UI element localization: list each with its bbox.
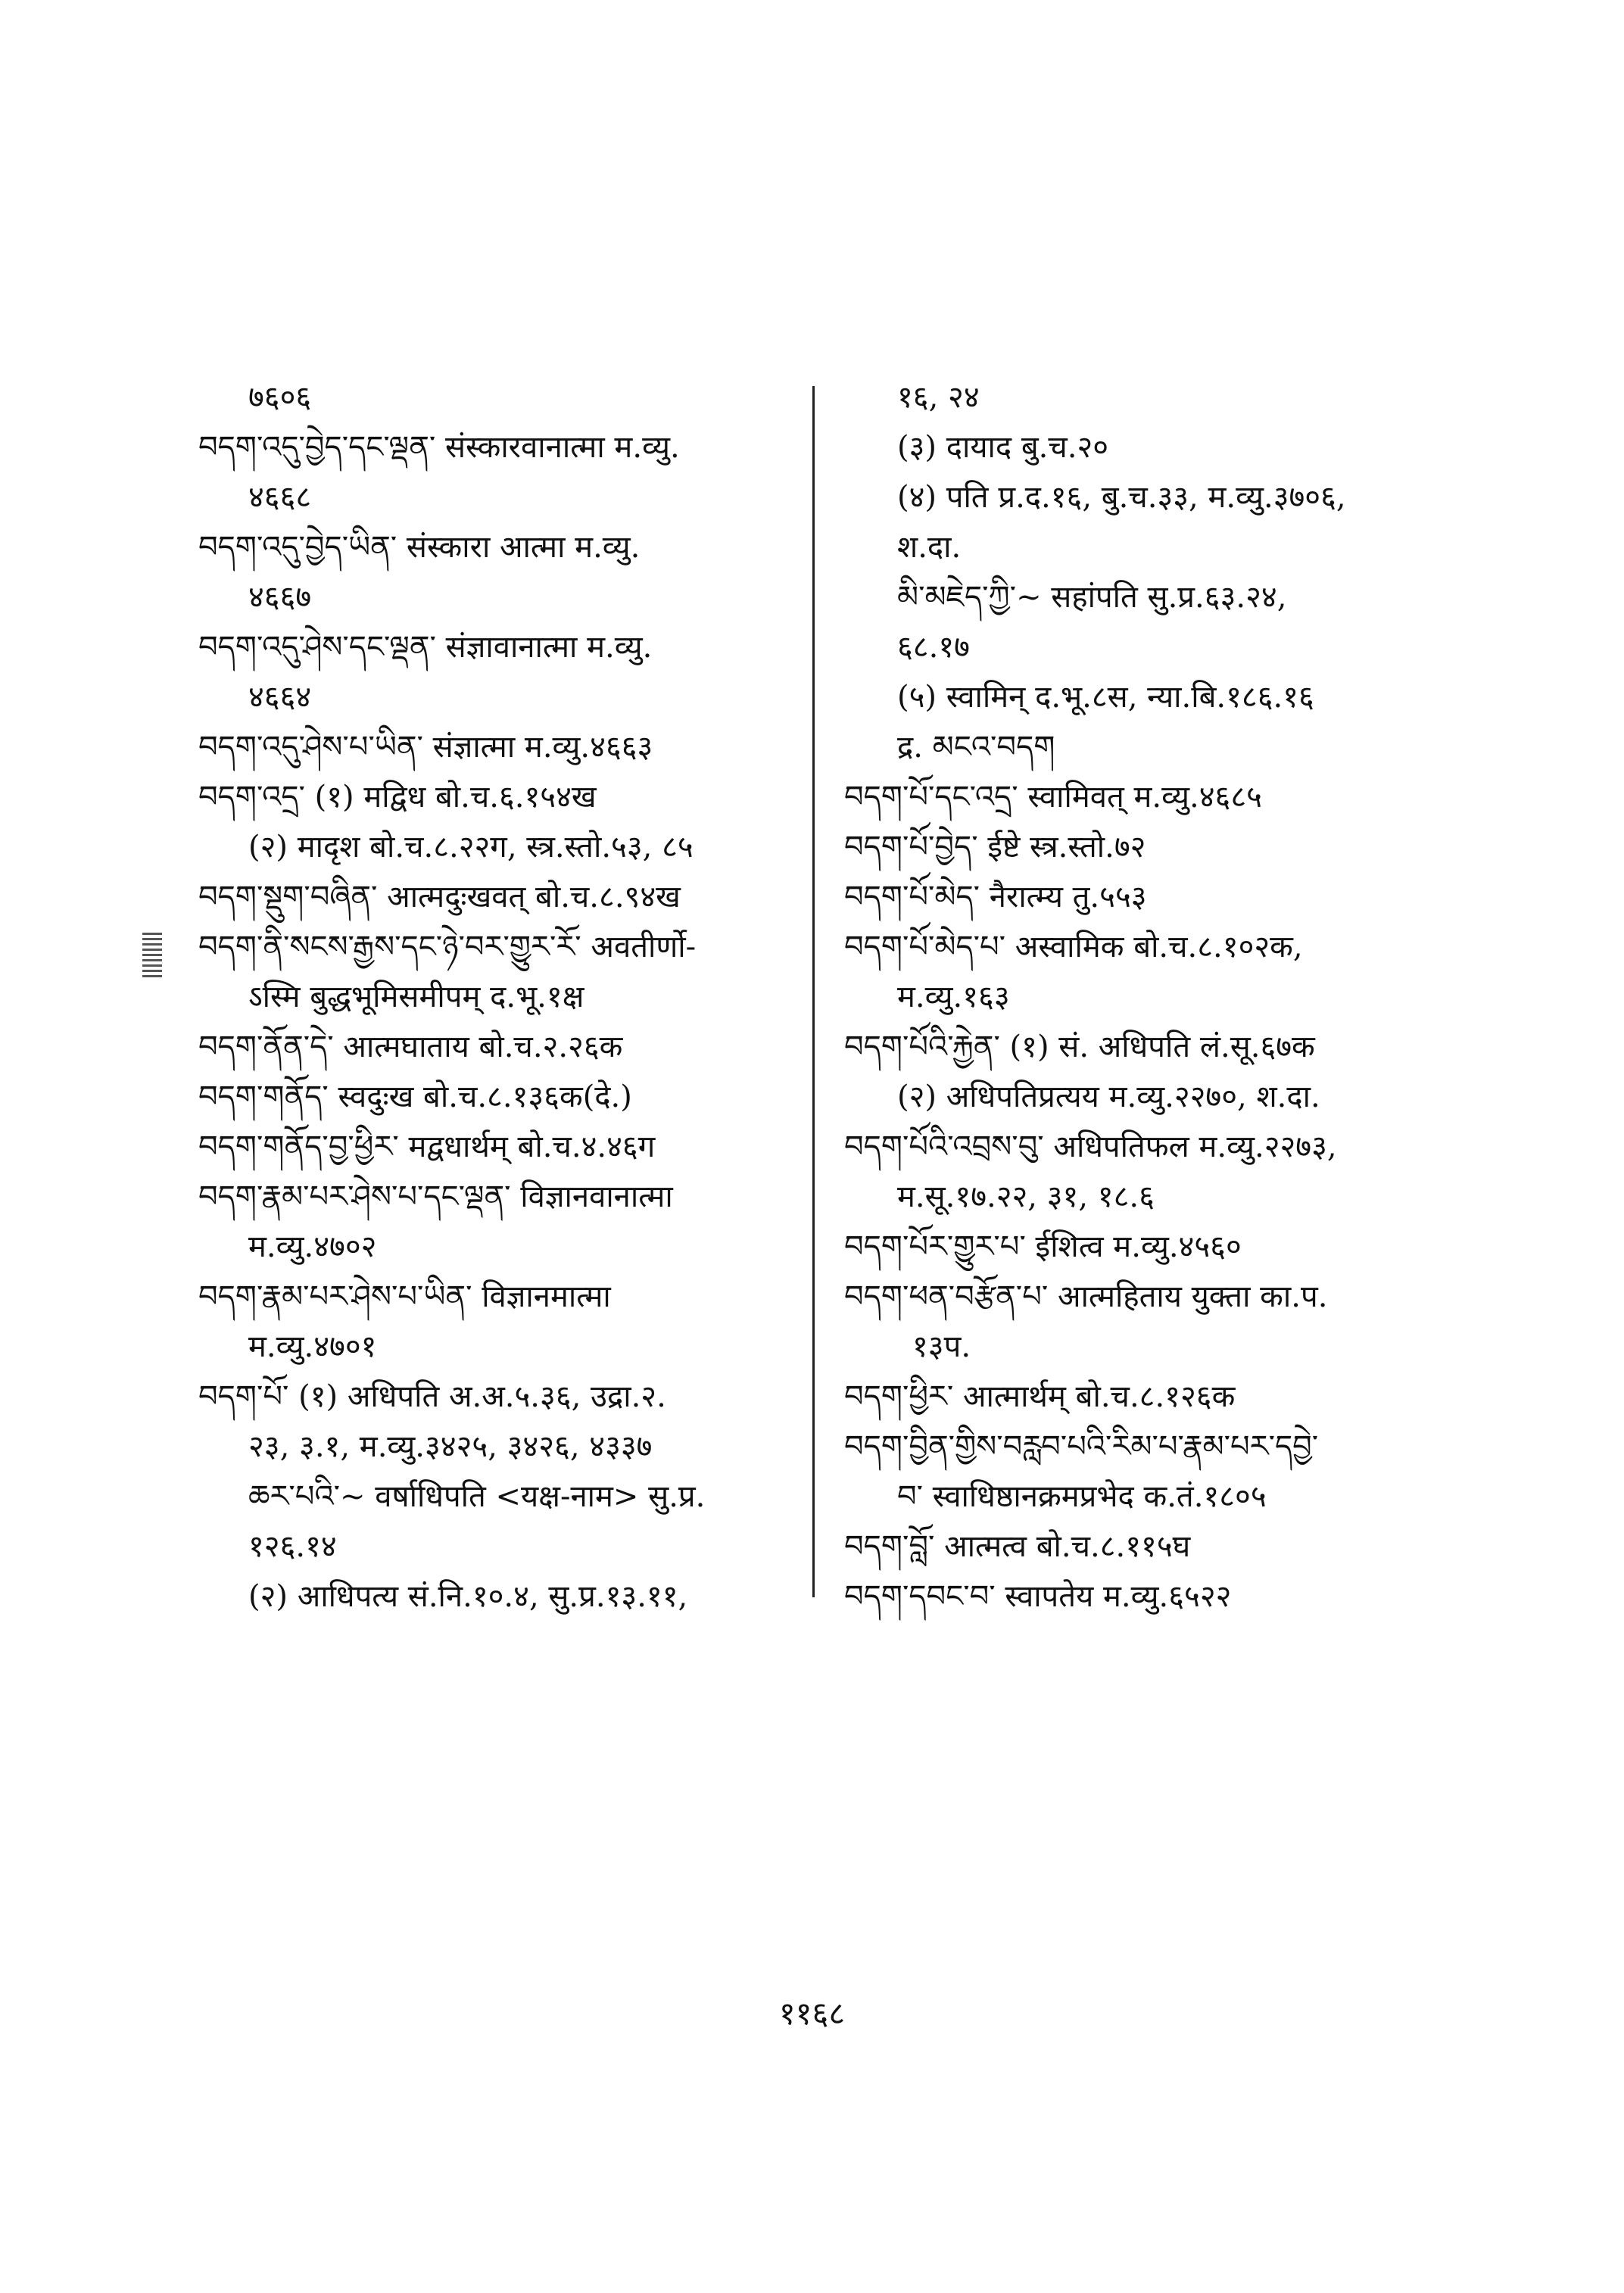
- dictionary-entry: བདག་པོའི་རྐྱེན་ (१) सं. अधिपति लं.सू.६७क: [844, 1030, 1315, 1064]
- dictionary-entry: བདག་ནི་སངས་རྒྱས་དང་ཉེ་བར་གྱུར་རོ་ अवतीर्णो-: [198, 930, 697, 964]
- margin-mark: [142, 933, 162, 980]
- column-divider: [812, 386, 815, 1597]
- entry-continuation: १६, २४: [897, 380, 980, 415]
- dictionary-entry: བདག་ཕན་བརྩོན་པ་ आत्महिताय युक्ता का.प.: [844, 1279, 1328, 1314]
- right-column: [844, 382, 1450, 1631]
- entry-continuation: द्र. མངའ་བདག: [897, 730, 1055, 765]
- entry-continuation: ६८.१७: [897, 630, 970, 665]
- dictionary-entry: བདག་གནོད་ स्वदुःख बो.च.८.१३६क(दे.): [198, 1080, 632, 1114]
- dictionary-entry: བདག་རྣམ་པར་ཤེས་པ་དང་ལྡན་ विज्ञानवानात्मा: [198, 1179, 673, 1214]
- entry-continuation: म.व्यु.४७०१: [248, 1329, 377, 1364]
- entry-continuation: १२६.१४: [248, 1529, 337, 1564]
- dictionary-entry: བདག་འདུ་ཤེས་དང་ལྡན་ संज्ञावानात्मा म.व्यु.: [198, 630, 653, 665]
- dictionary-entry: བདག་འདུ་བྱེད་དང་ལྡན་ संस्कारवानात्मा म.व्यु.: [198, 430, 680, 465]
- page-number: ११६८: [778, 1995, 846, 2032]
- dictionary-entry: བདག་པོར་གྱུར་པ་ ईशित्व म.व्यु.४५६०: [844, 1229, 1242, 1264]
- dictionary-entry: བདག་པོ་མེད་པ་ अस्वामिक बो.च.८.१०२क,: [844, 930, 1303, 964]
- entry-continuation: (४) पति प्र.द.१६, बु.च.३३, म.व्यु.३७०६,: [897, 480, 1346, 515]
- dictionary-entry: བདག་ནོན་དེ་ आत्मघाताय बो.च.२.२६क: [198, 1030, 623, 1064]
- entry-continuation: श.दा.: [897, 530, 962, 565]
- dictionary-entry: བདག་འདྲ་ (१) मद्विध बो.च.६.१५४ख: [198, 780, 597, 815]
- dictionary-entry: བདག་པོ་མེད་ नैरात्म्य तु.५५३: [844, 880, 1147, 914]
- dictionary-entry: བདག་སྡུག་བཞིན་ आत्मदुःखवत् बो.च.८.९४ख: [198, 880, 681, 914]
- entry-continuation: བ་ स्वाधिष्ठानक्रमप्रभेद क.तं.१८०५: [897, 1479, 1267, 1514]
- entry-continuation: (२) अधिपतिप्रत्यय म.व्यु.२२७०, श.दा.: [897, 1080, 1320, 1114]
- entry-continuation: (५) स्वामिन् द.भू.८स, न्या.बि.१८६.१६: [897, 680, 1314, 715]
- dictionary-entry: བདག་རྣམ་པར་ཤེས་པ་ཡིན་ विज्ञानमात्मा: [198, 1279, 611, 1314]
- entry-continuation: १३प.: [912, 1329, 971, 1364]
- entry-continuation: ཆར་པའི་~ वर्षाधिपति <यक्ष-नाम> सु.प्र.: [248, 1479, 706, 1514]
- dictionary-entry: བདག་འདུ་ཤེས་པ་ཡིན་ संज्ञात्मा म.व्यु.४६६३: [198, 730, 653, 765]
- entry-continuation: म.व्यु.४७०२: [248, 1229, 377, 1264]
- entry-continuation: (२) मादृश बो.च.८.२२ग, स्त्र.स्तो.५३, ८५: [248, 830, 694, 865]
- entry-continuation: २३, ३.१, म.व्यु.३४२५, ३४२६, ४३३७: [248, 1429, 653, 1464]
- entry-continuation: མི་མཇེད་ཀྱི་~ सहांपति सु.प्र.६३.२४,: [897, 580, 1287, 615]
- dictionary-entry: བདག་འདུ་བྱེད་ཡིན་ संस्कारा आत्मा म.व्यु.: [198, 530, 641, 565]
- dictionary-entry: བདག་དབང་བ་ स्वापतेय म.व्यु.६५२२: [844, 1579, 1232, 1614]
- entry-continuation: ४६६८: [248, 480, 312, 515]
- dictionary-entry: བདག་གནོད་བྱ་ཕྱིར་ मद्वधार्थम् बो.च.४.४६ग: [198, 1129, 656, 1164]
- entry-continuation: (३) दायाद बु.च.२०: [897, 430, 1109, 465]
- dictionary-entry: བདག་པོ་བྱེད་ ईष्टे स्त्र.स्तो.७२: [844, 830, 1146, 865]
- entry-continuation: ७६०६: [248, 380, 312, 415]
- entry-continuation: ४६६४: [248, 680, 312, 715]
- dictionary-entry: བདག་བྱིན་གྱིས་བརླབ་པའི་རིམ་པ་རྣམ་པར་དབྱེ་: [844, 1429, 1319, 1464]
- entry-continuation: ४६६७: [248, 580, 312, 615]
- entry-continuation: (२) आधिपत्य सं.नि.१०.४, सु.प्र.१३.११,: [248, 1579, 688, 1614]
- entry-continuation: म.सू.१७.२२, ३१, १८.६: [897, 1179, 1155, 1214]
- entry-continuation: म.व्यु.१६३: [897, 980, 1010, 1014]
- entry-continuation: ऽस्मि बुद्धभूमिसमीपम् द.भू.१क्ष: [248, 980, 584, 1014]
- dictionary-entry: བདག་པོ་ (१) अधिपति अ.अ.५.३६, उद्रा.२.: [198, 1379, 666, 1414]
- dictionary-entry: བདག་པོའི་འབྲས་བུ་ अधिपतिफल म.व्यु.२२७३,: [844, 1129, 1337, 1164]
- left-column: [198, 382, 804, 1631]
- dictionary-entry: བདག་པོ་དང་འདྲ་ स्वामिवत् म.व्यु.४६८५: [844, 780, 1262, 815]
- dictionary-entry: བདག་བློ་ आत्मत्व बो.च.८.११५घ: [844, 1529, 1191, 1564]
- dictionary-entry: བདག་ཕྱིར་ आत्मार्थम् बो.च.८.१२६क: [844, 1379, 1236, 1414]
